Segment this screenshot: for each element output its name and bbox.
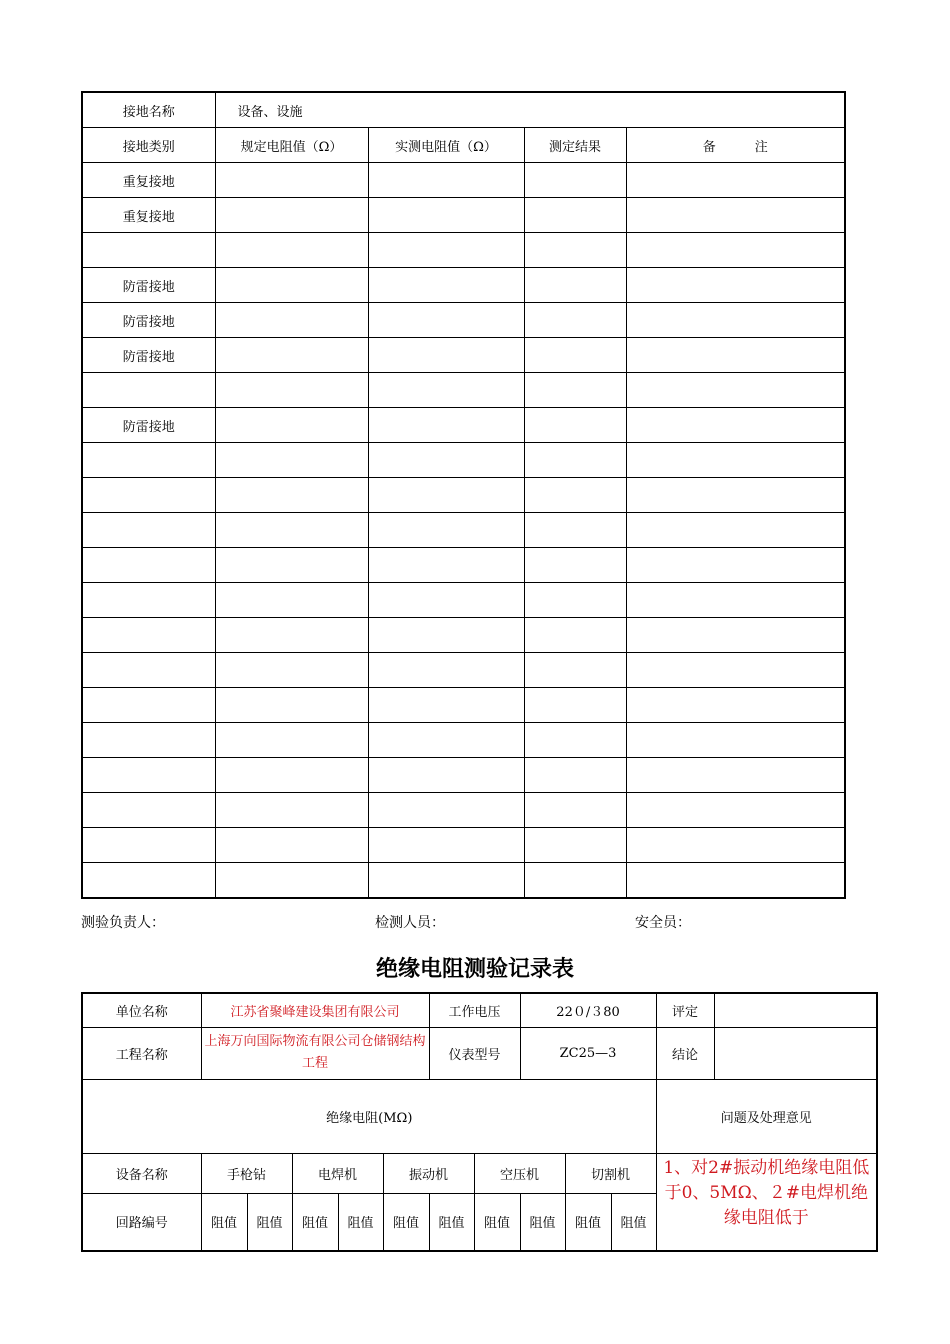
ground-name-label: 接地名称 xyxy=(82,92,215,128)
supervisor-label: 测验负责人： xyxy=(81,915,165,931)
table-cell xyxy=(626,723,845,758)
table-row xyxy=(82,723,845,758)
ground-type-cell xyxy=(82,828,215,863)
table-cell xyxy=(524,828,626,863)
table-cell xyxy=(524,338,626,373)
unit-row xyxy=(82,993,877,1027)
table-cell xyxy=(626,583,845,618)
voltage-value: 22０/３80 xyxy=(520,993,656,1027)
table-cell xyxy=(626,198,845,233)
ground-type-cell xyxy=(82,758,215,793)
header-ground-type: 接地类别 xyxy=(82,128,215,163)
table-cell xyxy=(215,688,368,723)
issue-header: 问题及处理意见 xyxy=(656,1079,877,1153)
table-cell xyxy=(524,443,626,478)
ground-name-value: 设备、设施 xyxy=(215,92,845,128)
table-cell xyxy=(215,373,368,408)
table-cell xyxy=(215,758,368,793)
resistance-value-label: 阻值 xyxy=(338,1193,383,1251)
header-result: 测定结果 xyxy=(524,128,626,163)
table-cell xyxy=(626,408,845,443)
table-cell xyxy=(368,513,524,548)
resistance-value-label: 阻值 xyxy=(565,1193,611,1251)
table-cell xyxy=(524,268,626,303)
table-cell xyxy=(524,548,626,583)
header-required-resistance: 规定电阻值（Ω） xyxy=(215,128,368,163)
table-row xyxy=(82,688,845,723)
evaluate-value xyxy=(714,993,877,1027)
ground-type-cell: 防雷接地 xyxy=(82,303,215,338)
insulation-table xyxy=(81,992,878,1252)
table-row xyxy=(82,443,845,478)
ground-type-cell xyxy=(82,618,215,653)
table-cell xyxy=(368,618,524,653)
table-cell xyxy=(524,478,626,513)
table-row xyxy=(82,758,845,793)
resistance-value-label: 阻值 xyxy=(247,1193,292,1251)
table-cell xyxy=(626,163,845,198)
table-cell xyxy=(626,653,845,688)
ground-type-cell xyxy=(82,233,215,268)
ground-type-cell xyxy=(82,583,215,618)
table-cell xyxy=(368,723,524,758)
table-row xyxy=(82,513,845,548)
table-row xyxy=(82,793,845,828)
table-cell xyxy=(524,723,626,758)
table-cell xyxy=(524,653,626,688)
table-row xyxy=(82,828,845,863)
ground-header-row xyxy=(82,128,845,163)
table-cell xyxy=(626,268,845,303)
table-cell xyxy=(215,163,368,198)
table-cell xyxy=(524,233,626,268)
table-cell xyxy=(368,303,524,338)
ground-type-cell xyxy=(82,373,215,408)
table-row xyxy=(82,373,845,408)
resistance-value-label: 阻值 xyxy=(201,1193,247,1251)
table-cell xyxy=(524,198,626,233)
table-cell xyxy=(215,303,368,338)
insulation-table-title: 绝缘电阻测验记录表 xyxy=(375,957,574,982)
table-cell xyxy=(215,198,368,233)
ground-type-cell: 重复接地 xyxy=(82,163,215,198)
table-cell xyxy=(368,758,524,793)
project-label: 工程名称 xyxy=(82,1027,201,1079)
table-cell xyxy=(626,688,845,723)
circuit-label: 回路编号 xyxy=(82,1193,201,1251)
table-cell xyxy=(626,513,845,548)
issue-note: 1、对2#振动机绝缘电阻低于0、5MΩ、２#电焊机绝缘电阻低于 xyxy=(656,1153,877,1251)
table-cell xyxy=(215,443,368,478)
table-cell xyxy=(215,338,368,373)
ground-type-cell: 防雷接地 xyxy=(82,268,215,303)
table-cell xyxy=(524,863,626,899)
table-cell xyxy=(368,793,524,828)
table-cell xyxy=(215,653,368,688)
meter-label: 仪表型号 xyxy=(429,1027,520,1079)
table-row xyxy=(82,233,845,268)
ground-type-cell xyxy=(82,478,215,513)
ground-type-cell xyxy=(82,548,215,583)
table-cell xyxy=(368,198,524,233)
evaluate-label: 评定 xyxy=(656,993,714,1027)
table-cell xyxy=(524,513,626,548)
table-cell xyxy=(524,583,626,618)
project-row xyxy=(82,1027,877,1079)
conclusion-value xyxy=(714,1027,877,1079)
safety-officer-label: 安全员： xyxy=(635,915,691,931)
table-cell xyxy=(626,548,845,583)
table-cell xyxy=(524,758,626,793)
table-cell xyxy=(626,373,845,408)
device-name: 切割机 xyxy=(565,1153,656,1193)
ground-type-cell xyxy=(82,723,215,758)
table-row xyxy=(82,478,845,513)
resistance-value-label: 阻值 xyxy=(292,1193,338,1251)
table-cell xyxy=(215,268,368,303)
table-cell xyxy=(524,373,626,408)
table-cell xyxy=(215,583,368,618)
table-cell xyxy=(524,408,626,443)
table-cell xyxy=(368,268,524,303)
table-cell xyxy=(368,408,524,443)
ground-type-cell xyxy=(82,688,215,723)
device-name: 手枪钻 xyxy=(201,1153,292,1193)
table-cell xyxy=(368,443,524,478)
inspector-label: 检测人员： xyxy=(375,915,445,931)
table-row xyxy=(82,163,845,198)
device-name: 空压机 xyxy=(474,1153,565,1193)
table-row xyxy=(82,338,845,373)
table-cell xyxy=(626,793,845,828)
table-cell xyxy=(524,793,626,828)
table-cell xyxy=(368,863,524,899)
conclusion-label: 结论 xyxy=(656,1027,714,1079)
table-row xyxy=(82,863,845,899)
table-row xyxy=(82,548,845,583)
resistance-value-label: 阻值 xyxy=(474,1193,520,1251)
table-cell xyxy=(215,408,368,443)
table-cell xyxy=(368,653,524,688)
table-cell xyxy=(215,548,368,583)
unit-label: 单位名称 xyxy=(82,993,201,1027)
table-cell xyxy=(626,478,845,513)
ground-type-cell: 防雷接地 xyxy=(82,338,215,373)
resistance-value-label: 阻值 xyxy=(520,1193,565,1251)
table-cell xyxy=(368,233,524,268)
table-cell xyxy=(524,688,626,723)
table-cell xyxy=(626,828,845,863)
table-cell xyxy=(626,303,845,338)
resistance-header-row xyxy=(82,1079,877,1153)
header-remarks: 备 注 xyxy=(626,128,845,163)
ground-type-cell xyxy=(82,513,215,548)
table-cell xyxy=(524,163,626,198)
ground-type-cell xyxy=(82,863,215,899)
table-cell xyxy=(626,443,845,478)
table-cell xyxy=(626,338,845,373)
table-cell xyxy=(368,373,524,408)
grounding-table xyxy=(81,91,846,899)
table-cell xyxy=(215,863,368,899)
table-cell xyxy=(524,618,626,653)
table-cell xyxy=(368,478,524,513)
table-cell xyxy=(215,478,368,513)
ground-type-cell: 防雷接地 xyxy=(82,408,215,443)
table-cell xyxy=(368,548,524,583)
project-value: 上海万向国际物流有限公司仓储钢结构工程 xyxy=(201,1027,429,1079)
resistance-header: 绝缘电阻(MΩ) xyxy=(82,1079,656,1153)
ground-type-cell xyxy=(82,443,215,478)
table-cell xyxy=(368,688,524,723)
table-cell xyxy=(626,618,845,653)
table-cell xyxy=(215,513,368,548)
table-row xyxy=(82,583,845,618)
table-row xyxy=(82,268,845,303)
device-label: 设备名称 xyxy=(82,1153,201,1193)
device-name: 电焊机 xyxy=(292,1153,383,1193)
meter-value: ZC25—3 xyxy=(520,1027,656,1079)
resistance-value-label: 阻值 xyxy=(429,1193,474,1251)
table-cell xyxy=(626,233,845,268)
voltage-label: 工作电压 xyxy=(429,993,520,1027)
table-row xyxy=(82,618,845,653)
ground-type-cell: 重复接地 xyxy=(82,198,215,233)
table-cell xyxy=(626,863,845,899)
table-row xyxy=(82,408,845,443)
table-row xyxy=(82,303,845,338)
resistance-value-label: 阻值 xyxy=(611,1193,656,1251)
device-row xyxy=(82,1153,877,1193)
table-cell xyxy=(215,828,368,863)
table-row xyxy=(82,198,845,233)
table-cell xyxy=(524,303,626,338)
device-name: 振动机 xyxy=(383,1153,474,1193)
resistance-value-label: 阻值 xyxy=(383,1193,429,1251)
ground-type-cell xyxy=(82,653,215,688)
table-cell xyxy=(368,338,524,373)
header-measured-resistance: 实测电阻值（Ω） xyxy=(368,128,524,163)
table-cell xyxy=(368,163,524,198)
table-cell xyxy=(215,233,368,268)
ground-type-cell xyxy=(82,793,215,828)
unit-value: 江苏省聚峰建设集团有限公司 xyxy=(201,993,429,1027)
table-cell xyxy=(215,618,368,653)
table-cell xyxy=(215,723,368,758)
table-cell xyxy=(368,583,524,618)
table-cell xyxy=(626,758,845,793)
table-cell xyxy=(368,828,524,863)
table-cell xyxy=(215,793,368,828)
ground-name-row xyxy=(82,92,845,128)
table-row xyxy=(82,653,845,688)
